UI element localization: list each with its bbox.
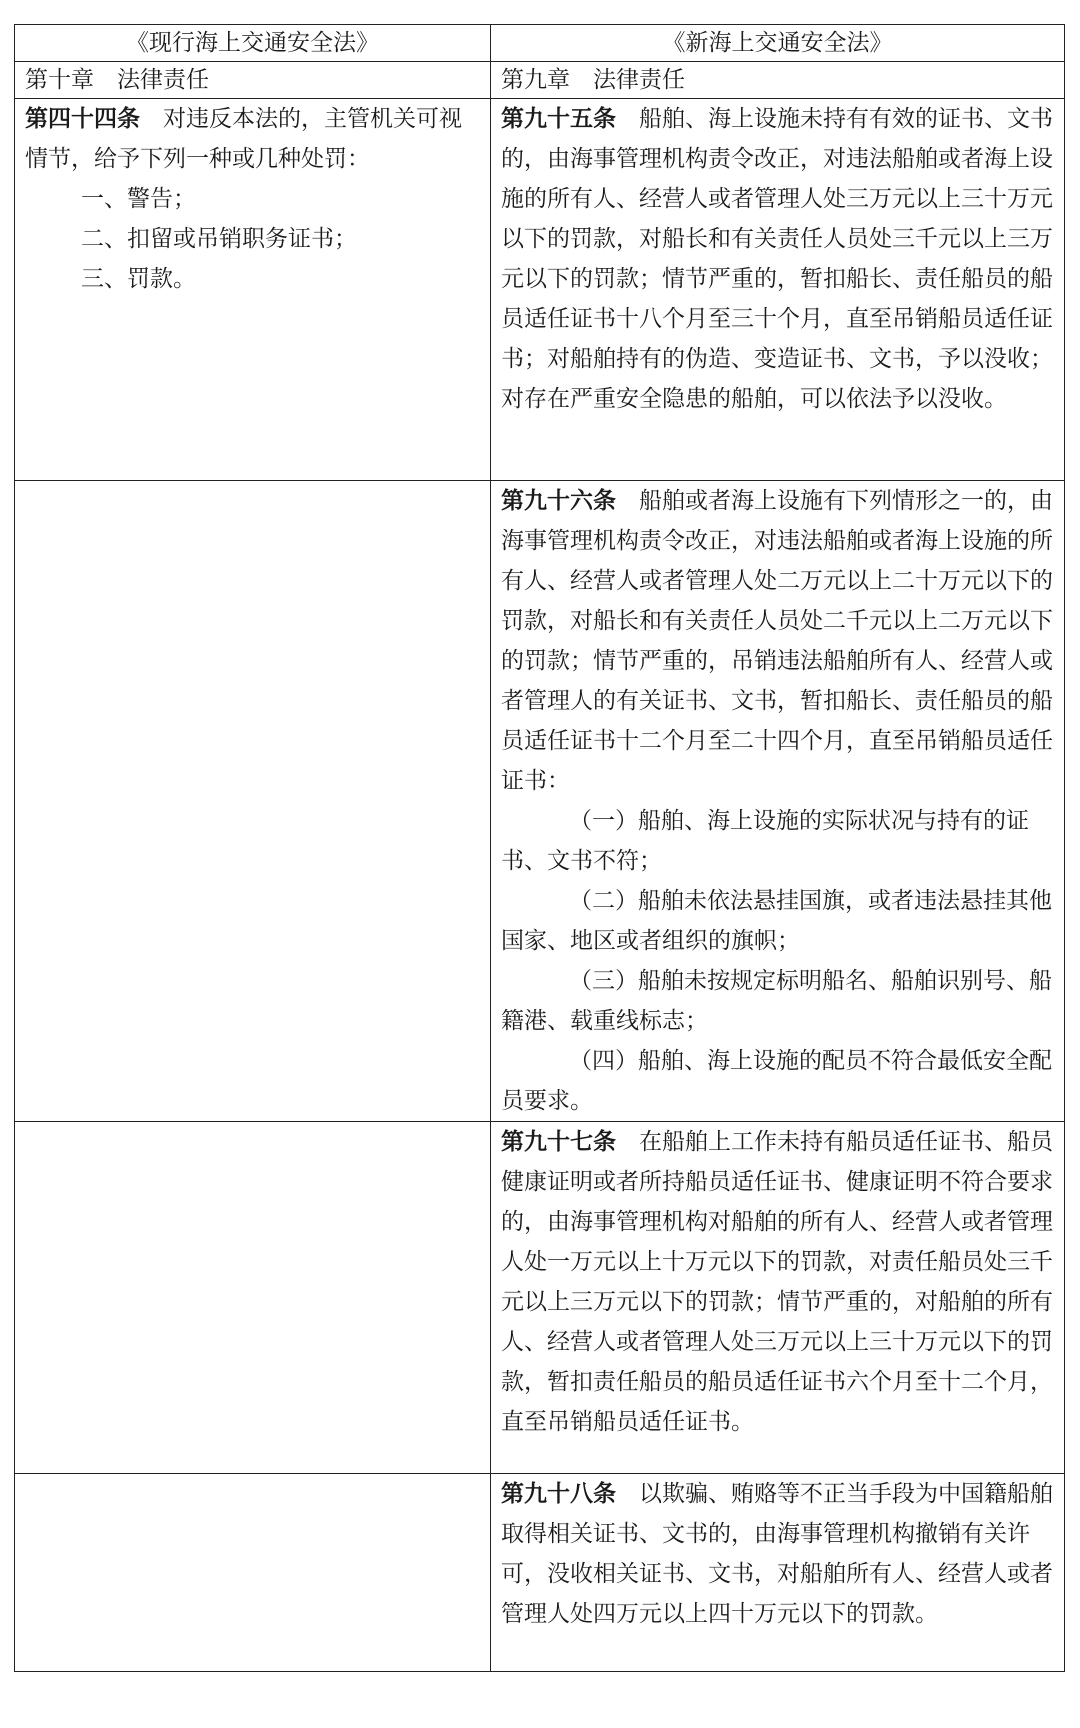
cell-article-97: [491, 1122, 1065, 1474]
cell-empty-2: [15, 481, 491, 1122]
article-44-paragraph: [25, 99, 480, 179]
cell-article-98: [491, 1474, 1065, 1672]
cell-empty-4: [15, 1474, 491, 1672]
article-98-text: 以欺骗、贿赂等不正当手段为中国籍船舶取得相关证书、文书的，由海事管理机构撤销有关许可，没收相关证书、文书，对船舶所有人、经营人或者管理人处四万元以上四十万元以下的罚款。: [501, 1481, 1053, 1627]
article-95-text: 船舶、海上设施未持有有效的证书、文书的，由海事管理机构责令改正，对违法船舶或者海上设施的所有人、经营人或者管理人处三万元以上三十万元以下的罚款，对船长和有关责任人员处三千元以上三万元以下的罚款；情节严重的，暂扣船长、责任船员的船员适任证书十八个月至三十个月，直至吊销船员适任证书；对船舶持有的伪造、变造证书、文书，予以没收；对存在严重安全隐患的船舶，可以依法予以没收。: [501, 106, 1053, 412]
article-96-paragraph: [501, 481, 1054, 801]
cell-empty-3: [15, 1122, 491, 1474]
chapter-current: 第十章 法律责任: [15, 62, 491, 99]
article-96-item-4: （四）船舶、海上设施的配员不符合最低安全配员要求。: [501, 1048, 1052, 1114]
comparison-table: [14, 24, 1065, 1672]
article-44-text: 对违反本法的，主管机关可视情节，给予下列一种或几种处罚：: [25, 106, 462, 172]
header-current-law: 《现行海上交通安全法》: [15, 25, 491, 62]
article-97-text: 在船舶上工作未持有船员适任证书、船员健康证明或者所持船员适任证书、健康证明不符合要求的，由海事管理机构对船舶的所有人、经营人或者管理人处一万元以上十万元以下的罚款，对责任船员处三千元以上三万元以下的罚款；情节严重的，对船舶的所有人、经营人或者管理人处三万元以上三十万元以下的罚款，暂扣责任船员的船员适任证书六个月至十二个月，直至吊销船员适任证书。: [501, 1129, 1053, 1435]
article-44-title: 第四十四条: [25, 105, 140, 132]
article-44-item-2: 二、扣留或吊销职务证书；: [81, 226, 357, 252]
header-row: [15, 25, 1065, 62]
article-row-4: [15, 1474, 1065, 1672]
article-row-1: [15, 99, 1065, 481]
article-95-paragraph: [501, 99, 1054, 419]
article-96-item-2: （二）船舶未依法悬挂国旗，或者违法悬挂其他国家、地区或者组织的旗帜；: [501, 888, 1052, 954]
article-97-title: 第九十七条: [501, 1128, 616, 1155]
article-row-2: [15, 481, 1065, 1122]
article-96-title: 第九十六条: [501, 487, 616, 514]
cell-article-95: [491, 99, 1065, 481]
article-96-text: 船舶或者海上设施有下列情形之一的，由海事管理机构责令改正，对违法船舶或者海上设施的所有人、经营人或者管理人处二万元以上二十万元以下的罚款，对船长和有关责任人员处二千元以上二万元以下的罚款；情节严重的，吊销违法船舶所有人、经营人或者管理人的有关证书、文书，暂扣船长、责任船员的船员适任证书十二个月至二十四个月，直至吊销船员适任证书：: [501, 488, 1053, 794]
article-98-title: 第九十八条: [501, 1480, 616, 1507]
article-95-title: 第九十五条: [501, 105, 616, 132]
article-96-item-3: （三）船舶未按规定标明船名、船舶识别号、船籍港、载重线标志；: [501, 968, 1052, 1034]
cell-article-44: [15, 99, 491, 481]
article-97-paragraph: [501, 1122, 1054, 1442]
article-44-item-3: 三、罚款。: [81, 266, 196, 292]
chapter-row: [15, 62, 1065, 99]
header-new-law: 《新海上交通安全法》: [491, 25, 1065, 62]
article-96-item-1: （一）船舶、海上设施的实际状况与持有的证书、文书不符；: [501, 808, 1029, 874]
cell-article-96: [491, 481, 1065, 1122]
article-row-3: [15, 1122, 1065, 1474]
article-98-paragraph: [501, 1474, 1054, 1634]
chapter-new: 第九章 法律责任: [491, 62, 1065, 99]
article-44-item-1: 一、警告；: [81, 186, 196, 212]
